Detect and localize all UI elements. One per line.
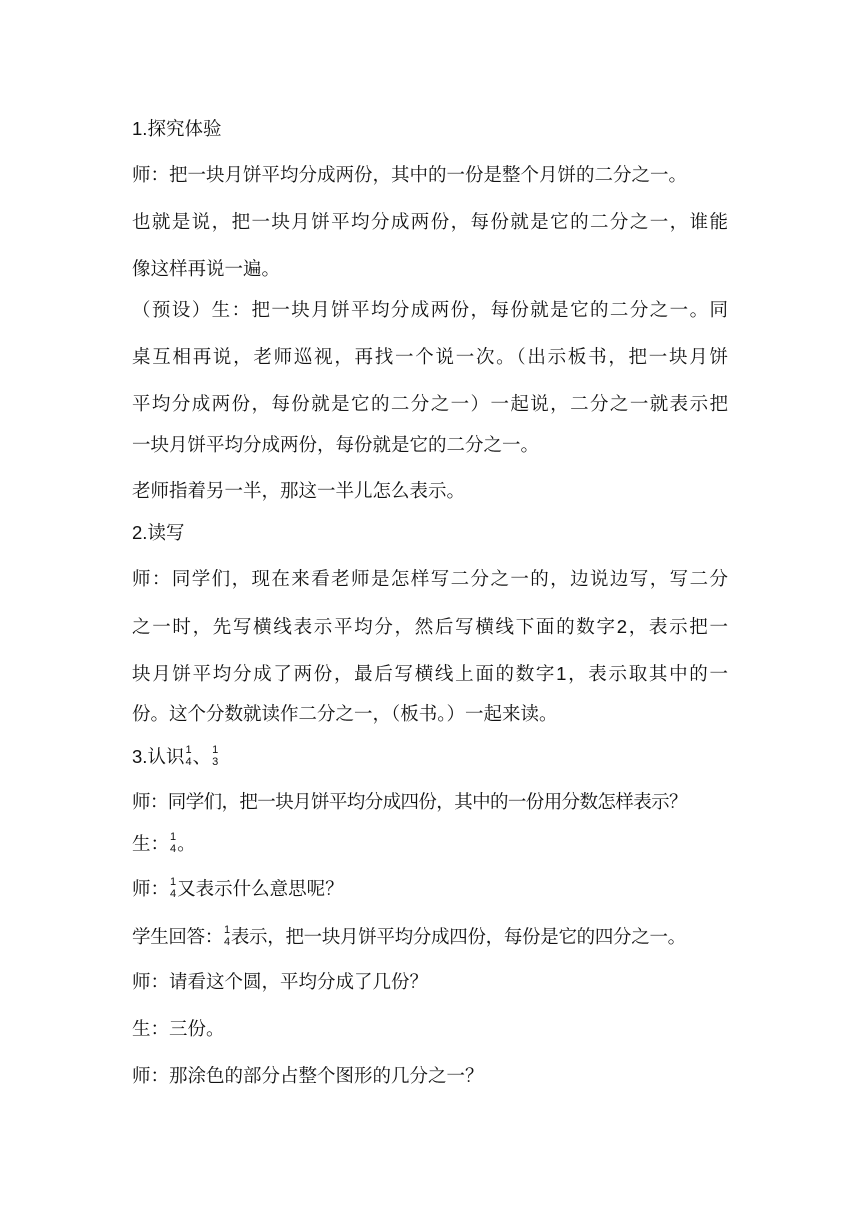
text-run: 。 <box>177 834 196 855</box>
text-run: 块月饼平均分成了两份，最后写横线上面的数字 <box>132 664 557 685</box>
paragraph-line: 桌互相再说，老师巡视，再找一个说一次。（出示板书，把一块月饼 <box>132 347 728 368</box>
number-run: 1 <box>556 663 567 684</box>
paragraph-line: 老师指着另一半，那这一半儿怎么表示。 <box>132 481 466 502</box>
paragraph-line <box>132 832 196 858</box>
paragraph-line: 生：三份。 <box>132 1019 225 1040</box>
paragraph-line: 像这样再说一遍。 <box>132 259 281 280</box>
paragraph-line <box>132 877 344 903</box>
text-run: 之一时，先写横线表示平均分，然后写横线下面的数字 <box>132 617 617 638</box>
paragraph-line <box>132 614 728 641</box>
section-title: 读写 <box>147 523 185 544</box>
section-heading-3 <box>132 744 219 771</box>
paragraph-line: 师：同学们，把一块月饼平均分成四份，其中的一份用分数怎样表示？ <box>132 792 687 813</box>
section-number: 2. <box>132 522 148 543</box>
text-run: ，表示把一 <box>627 617 728 638</box>
section-title: 探究体验 <box>147 119 222 140</box>
fraction-one-quarter <box>170 831 176 855</box>
fraction-denominator: 4 <box>170 888 177 900</box>
text-run: 师： <box>132 879 170 900</box>
fraction-numerator: 1 <box>170 831 177 843</box>
section-number: 1. <box>132 118 148 139</box>
separator: 、 <box>192 747 212 768</box>
text-run: 生： <box>132 834 170 855</box>
fraction-denominator: 4 <box>224 936 230 948</box>
fraction-denominator: 4 <box>185 756 192 768</box>
paragraph-line: 师：同学们，现在来看老师是怎样写二分之一的，边说边写，写二分 <box>132 569 728 590</box>
fraction-one-quarter <box>224 924 230 948</box>
fraction-denominator: 3 <box>212 756 219 768</box>
text-run: 学生回答： <box>132 927 224 948</box>
fraction-numerator: 1 <box>224 924 230 936</box>
fraction-denominator: 4 <box>170 843 177 855</box>
fraction-numerator: 1 <box>170 876 177 888</box>
fraction-numerator: 1 <box>185 744 192 756</box>
paragraph-line: 也就是说，把一块月饼平均分成两份，每份就是它的二分之一，谁能 <box>132 212 728 233</box>
section-title: 认识 <box>147 747 185 768</box>
paragraph-line: 师：请看这个圆，平均分成了几份？ <box>132 972 429 993</box>
fraction-numerator: 1 <box>212 744 219 756</box>
fraction-one-third <box>212 744 218 768</box>
number-run: 2 <box>616 616 627 637</box>
text-run: 又表示什么意思呢？ <box>177 879 344 900</box>
paragraph-line: 份。这个分数就读作二分之一，（板书。）一起来读。 <box>132 704 558 725</box>
paragraph-line: 平均分成两份，每份就是它的二分之一）一起说，二分之一就表示把 <box>132 394 728 415</box>
paragraph-line: 师：那涂色的部分占整个图形的几分之一？ <box>132 1066 484 1087</box>
section-heading-1 <box>132 116 221 143</box>
text-run: ，表示取其中的一 <box>566 664 728 685</box>
fraction-one-quarter <box>185 744 191 768</box>
paragraph-line: 一块月饼平均分成两份，每份就是它的二分之一。 <box>132 435 540 456</box>
paragraph-line <box>132 661 728 688</box>
paragraph-line: （预设）生：把一块月饼平均分成两份，每份就是它的二分之一。同 <box>132 300 728 321</box>
text-run: 表示，把一块月饼平均分成四份，每份是它的四分之一。 <box>230 927 686 948</box>
fraction-one-quarter <box>170 876 176 900</box>
paragraph-line: 师：把一块月饼平均分成两份，其中的一份是整个月饼的二分之一。 <box>132 165 688 186</box>
section-heading-2 <box>132 520 184 547</box>
section-number: 3. <box>132 746 148 767</box>
paragraph-line <box>132 925 686 951</box>
